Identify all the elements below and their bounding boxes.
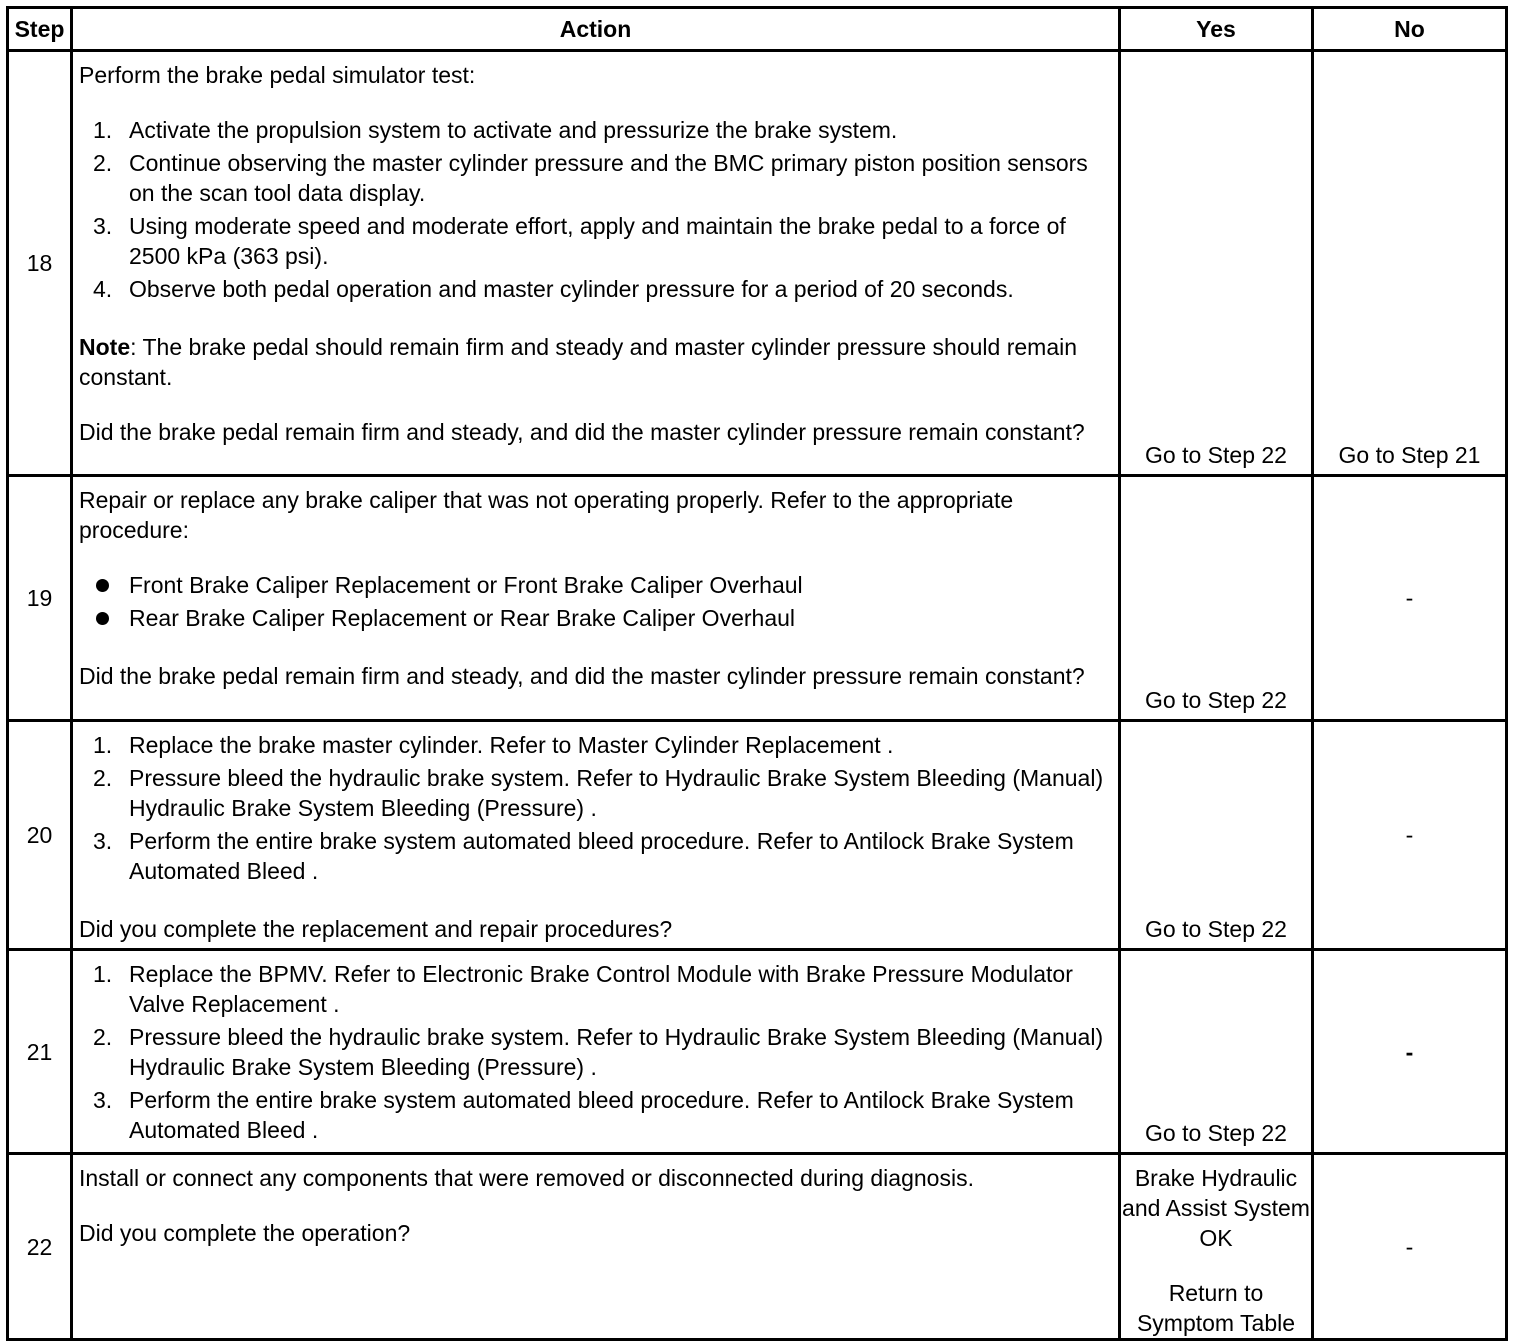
list-item: 2. Pressure bleed the hydraulic brake system. Refer to Hydraulic Brake System Bleeding (Manual) Hydraulic Brake System Bleeding (Pressure) . xyxy=(93,765,1104,821)
no-cell: - xyxy=(1313,476,1507,721)
note-text: : The brake pedal should remain firm and steady and master cylinder pressure should remain constant. xyxy=(79,334,1078,390)
header-row xyxy=(8,8,1507,51)
note-label: Note xyxy=(79,334,131,360)
action-steps xyxy=(79,730,1110,886)
action-intro: Install or connect any components that were removed or disconnected during diagnosis. xyxy=(79,1165,974,1191)
action-cell xyxy=(72,476,1120,721)
table-row xyxy=(8,476,1507,721)
list-item: 2. Pressure bleed the hydraulic brake system. Refer to Hydraulic Brake System Bleeding (Manual) Hydraulic Brake System Bleeding (Pressure) . xyxy=(93,1024,1104,1080)
yes-cell: Go to Step 22 xyxy=(1120,950,1313,1154)
action-question: Did the brake pedal remain firm and steady, and did the master cylinder pressure remain constant? xyxy=(79,419,1085,445)
list-item: 1. Replace the BPMV. Refer to Electronic Brake Control Module with Brake Pressure Modulator Valve Replacement . xyxy=(93,961,1073,1017)
action-bullets xyxy=(79,570,1110,633)
action-cell xyxy=(72,51,1120,476)
list-item: 4. Observe both pedal operation and master cylinder pressure for a period of 20 seconds. xyxy=(93,276,1014,302)
step-number: 19 xyxy=(8,476,72,721)
table-row xyxy=(8,51,1507,476)
action-question: Did you complete the replacement and repair procedures? xyxy=(79,916,673,942)
yes-result: Brake Hydraulic and Assist System OK xyxy=(1122,1165,1310,1251)
action-intro: Perform the brake pedal simulator test: xyxy=(79,62,476,88)
list-item: 1. Activate the propulsion system to activate and pressurize the brake system. xyxy=(93,117,898,143)
header-no: No xyxy=(1313,8,1507,51)
no-cell: - xyxy=(1313,950,1507,1154)
yes-cell xyxy=(1120,1154,1313,1340)
step-number: 21 xyxy=(8,950,72,1154)
step-number: 20 xyxy=(8,721,72,950)
step-number: 18 xyxy=(8,51,72,476)
action-steps xyxy=(79,115,1110,304)
yes-cell: Go to Step 22 xyxy=(1120,51,1313,476)
list-item: 1. Replace the brake master cylinder. Refer to Master Cylinder Replacement . xyxy=(93,732,894,758)
action-question: Did you complete the operation? xyxy=(79,1220,411,1246)
yes-next: Return to Symptom Table xyxy=(1136,1280,1296,1336)
list-item: Rear Brake Caliper Replacement or Rear Brake Caliper Overhaul xyxy=(79,603,1110,633)
list-item: Front Brake Caliper Replacement or Front Brake Caliper Overhaul xyxy=(79,570,1110,600)
no-cell: - xyxy=(1313,1154,1507,1340)
diagnostic-table xyxy=(6,6,1508,1341)
action-question: Did the brake pedal remain firm and steady, and did the master cylinder pressure remain constant? xyxy=(79,663,1085,689)
no-cell: - xyxy=(1313,721,1507,950)
header-step: Step xyxy=(8,8,72,51)
bullet-icon xyxy=(96,579,109,592)
table-row xyxy=(8,721,1507,950)
yes-cell: Go to Step 22 xyxy=(1120,721,1313,950)
step-number: 22 xyxy=(8,1154,72,1340)
bullet-icon xyxy=(96,612,109,625)
list-item: 3. Perform the entire brake system automated bleed procedure. Refer to Antilock Brake System Automated Bleed . xyxy=(93,828,1074,884)
action-intro: Repair or replace any brake caliper that was not operating properly. Refer to the appropriate procedure: xyxy=(79,487,1014,543)
action-steps xyxy=(79,959,1110,1145)
action-cell xyxy=(72,721,1120,950)
yes-cell: Go to Step 22 xyxy=(1120,476,1313,721)
table-row xyxy=(8,950,1507,1154)
table-row xyxy=(8,1154,1507,1340)
header-yes: Yes xyxy=(1120,8,1313,51)
list-item: 3. Perform the entire brake system automated bleed procedure. Refer to Antilock Brake System Automated Bleed . xyxy=(93,1087,1074,1143)
list-item: 2. Continue observing the master cylinder pressure and the BMC primary piston position sensors on the scan tool data display. xyxy=(93,150,1088,206)
header-action: Action xyxy=(72,8,1120,51)
action-cell xyxy=(72,1154,1120,1340)
note xyxy=(79,332,1110,392)
action-cell xyxy=(72,950,1120,1154)
no-cell: Go to Step 21 xyxy=(1313,51,1507,476)
list-item: 3. Using moderate speed and moderate effort, apply and maintain the brake pedal to a force of 2500 kPa (363 psi). xyxy=(93,213,1066,269)
